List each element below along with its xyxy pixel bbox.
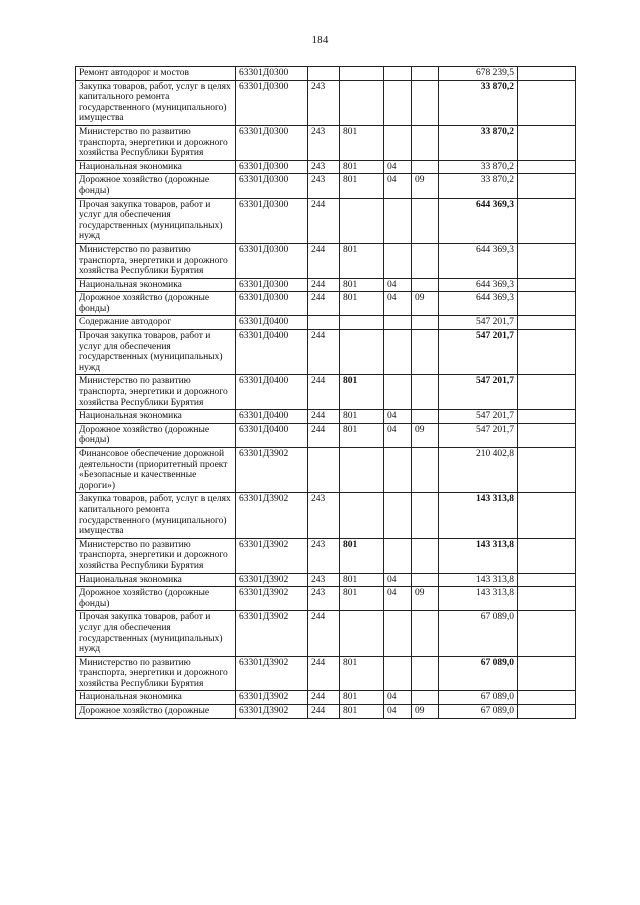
target-code-cell: 63301Д3902 [236, 573, 308, 587]
amount-cell: 547 201,7 [439, 375, 518, 410]
section-code-cell [384, 316, 412, 330]
expense-name-cell: Дорожное хозяйство (дорожные фонды) [76, 587, 236, 611]
ministry-code-cell: 801 [340, 410, 384, 424]
expense-type-cell: 244 [308, 243, 340, 278]
extra-cell [518, 198, 576, 243]
subsection-code-cell [412, 125, 439, 160]
subsection-code-cell: 09 [412, 705, 439, 719]
target-code-cell: 63301Д3902 [236, 705, 308, 719]
extra-cell [518, 375, 576, 410]
table-row [76, 705, 576, 719]
amount-cell: 143 313,8 [439, 587, 518, 611]
subsection-code-cell [412, 611, 439, 656]
extra-cell [518, 330, 576, 375]
budget-table [75, 66, 576, 719]
expense-type-cell: 243 [308, 125, 340, 160]
table-row [76, 198, 576, 243]
section-code-cell: 04 [384, 174, 412, 198]
target-code-cell: 63301Д0400 [236, 375, 308, 410]
subsection-code-cell: 09 [412, 292, 439, 316]
section-code-cell [384, 67, 412, 81]
section-code-cell: 04 [384, 410, 412, 424]
ministry-code-cell: 801 [340, 125, 384, 160]
ministry-code-cell: 801 [340, 538, 384, 573]
expense-type-cell: 244 [308, 611, 340, 656]
table-row [76, 160, 576, 174]
extra-cell [518, 278, 576, 292]
table-row [76, 67, 576, 81]
amount-cell: 644 369,3 [439, 278, 518, 292]
target-code-cell: 63301Д0300 [236, 125, 308, 160]
expense-type-cell [308, 67, 340, 81]
subsection-code-cell [412, 198, 439, 243]
subsection-code-cell [412, 493, 439, 538]
section-code-cell [384, 538, 412, 573]
target-code-cell: 63301Д0400 [236, 423, 308, 447]
target-code-cell: 63301Д3902 [236, 493, 308, 538]
target-code-cell: 63301Д0300 [236, 243, 308, 278]
expense-name-cell: Дорожное хозяйство (дорожные фонды) [76, 174, 236, 198]
amount-cell: 67 089,0 [439, 691, 518, 705]
target-code-cell: 63301Д0300 [236, 198, 308, 243]
amount-cell: 33 870,2 [439, 174, 518, 198]
table-row [76, 587, 576, 611]
extra-cell [518, 316, 576, 330]
ministry-code-cell [340, 611, 384, 656]
ministry-code-cell: 801 [340, 278, 384, 292]
ministry-code-cell: 801 [340, 691, 384, 705]
target-code-cell: 63301Д3902 [236, 611, 308, 656]
expense-name-cell: Дорожное хозяйство (дорожные фонды) [76, 423, 236, 447]
table-row [76, 375, 576, 410]
extra-cell [518, 67, 576, 81]
amount-cell: 143 313,8 [439, 493, 518, 538]
ministry-code-cell [340, 67, 384, 81]
expense-name-cell: Закупка товаров, работ, услуг в целях капитального ремонта государственного (муниципального) имущества [76, 493, 236, 538]
ministry-code-cell: 801 [340, 656, 384, 691]
expense-name-cell: Министерство по развитию транспорта, энергетики и дорожного хозяйства Республики Бурятия [76, 375, 236, 410]
subsection-code-cell [412, 538, 439, 573]
section-code-cell: 04 [384, 160, 412, 174]
section-code-cell [384, 80, 412, 125]
target-code-cell: 63301Д0400 [236, 316, 308, 330]
ministry-code-cell [340, 80, 384, 125]
table-row [76, 448, 576, 493]
section-code-cell: 04 [384, 423, 412, 447]
ministry-code-cell: 801 [340, 573, 384, 587]
expense-type-cell: 244 [308, 375, 340, 410]
target-code-cell: 63301Д3902 [236, 656, 308, 691]
table-row [76, 611, 576, 656]
target-code-cell: 63301Д0300 [236, 174, 308, 198]
expense-type-cell: 243 [308, 573, 340, 587]
section-code-cell: 04 [384, 705, 412, 719]
subsection-code-cell [412, 375, 439, 410]
expense-type-cell: 244 [308, 691, 340, 705]
expense-name-cell: Национальная экономика [76, 691, 236, 705]
section-code-cell [384, 330, 412, 375]
expense-name-cell: Финансовое обеспечение дорожной деятельности (приоритетный проект «Безопасные и качественные дороги») [76, 448, 236, 493]
section-code-cell: 04 [384, 691, 412, 705]
amount-cell: 644 369,3 [439, 198, 518, 243]
ministry-code-cell [340, 316, 384, 330]
target-code-cell: 63301Д0300 [236, 80, 308, 125]
subsection-code-cell [412, 243, 439, 278]
amount-cell: 644 369,3 [439, 292, 518, 316]
amount-cell: 547 201,7 [439, 330, 518, 375]
section-code-cell: 04 [384, 278, 412, 292]
page-number: 184 [311, 34, 329, 46]
extra-cell [518, 573, 576, 587]
table-row [76, 330, 576, 375]
table-row [76, 80, 576, 125]
expense-name-cell: Содержание автодорог [76, 316, 236, 330]
table-row [76, 174, 576, 198]
ministry-code-cell: 801 [340, 705, 384, 719]
section-code-cell [384, 493, 412, 538]
expense-type-cell: 243 [308, 160, 340, 174]
target-code-cell: 63301Д3902 [236, 691, 308, 705]
expense-type-cell: 243 [308, 174, 340, 198]
budget-table-body [76, 67, 576, 719]
table-row [76, 292, 576, 316]
extra-cell [518, 587, 576, 611]
amount-cell: 33 870,2 [439, 80, 518, 125]
section-code-cell [384, 611, 412, 656]
table-row [76, 538, 576, 573]
expense-type-cell: 244 [308, 423, 340, 447]
extra-cell [518, 538, 576, 573]
table-row [76, 278, 576, 292]
expense-type-cell: 243 [308, 587, 340, 611]
target-code-cell: 63301Д0400 [236, 410, 308, 424]
subsection-code-cell: 09 [412, 587, 439, 611]
expense-name-cell: Ремонт автодорог и мостов [76, 67, 236, 81]
expense-name-cell: Министерство по развитию транспорта, энергетики и дорожного хозяйства Республики Бурятия [76, 538, 236, 573]
subsection-code-cell: 09 [412, 174, 439, 198]
subsection-code-cell [412, 410, 439, 424]
extra-cell [518, 493, 576, 538]
amount-cell: 33 870,2 [439, 160, 518, 174]
extra-cell [518, 705, 576, 719]
section-code-cell [384, 243, 412, 278]
section-code-cell: 04 [384, 292, 412, 316]
amount-cell: 547 201,7 [439, 423, 518, 447]
expense-name-cell: Национальная экономика [76, 278, 236, 292]
ministry-code-cell: 801 [340, 160, 384, 174]
expense-name-cell: Национальная экономика [76, 573, 236, 587]
section-code-cell [384, 375, 412, 410]
subsection-code-cell [412, 316, 439, 330]
expense-name-cell: Министерство по развитию транспорта, энергетики и дорожного хозяйства Республики Бурятия [76, 243, 236, 278]
amount-cell: 547 201,7 [439, 410, 518, 424]
expense-type-cell: 244 [308, 198, 340, 243]
table-row [76, 691, 576, 705]
subsection-code-cell [412, 448, 439, 493]
extra-cell [518, 243, 576, 278]
subsection-code-cell [412, 80, 439, 125]
amount-cell: 644 369,3 [439, 243, 518, 278]
target-code-cell: 63301Д0400 [236, 330, 308, 375]
section-code-cell [384, 448, 412, 493]
expense-type-cell: 243 [308, 538, 340, 573]
table-row [76, 125, 576, 160]
target-code-cell: 63301Д3902 [236, 448, 308, 493]
amount-cell: 67 089,0 [439, 656, 518, 691]
ministry-code-cell [340, 448, 384, 493]
subsection-code-cell [412, 160, 439, 174]
subsection-code-cell: 09 [412, 423, 439, 447]
extra-cell [518, 125, 576, 160]
table-row [76, 410, 576, 424]
ministry-code-cell: 801 [340, 423, 384, 447]
section-code-cell [384, 125, 412, 160]
extra-cell [518, 410, 576, 424]
ministry-code-cell [340, 198, 384, 243]
expense-type-cell [308, 448, 340, 493]
extra-cell [518, 611, 576, 656]
amount-cell: 143 313,8 [439, 573, 518, 587]
expense-type-cell: 243 [308, 493, 340, 538]
table-row [76, 656, 576, 691]
expense-type-cell: 244 [308, 705, 340, 719]
extra-cell [518, 656, 576, 691]
expense-type-cell [308, 316, 340, 330]
subsection-code-cell [412, 67, 439, 81]
amount-cell: 67 089,0 [439, 611, 518, 656]
ministry-code-cell [340, 330, 384, 375]
target-code-cell: 63301Д3902 [236, 587, 308, 611]
expense-name-cell: Дорожное хозяйство (дорожные фонды) [76, 292, 236, 316]
extra-cell [518, 174, 576, 198]
expense-name-cell: Прочая закупка товаров, работ и услуг для обеспечения государственных (муниципальных) нужд [76, 611, 236, 656]
expense-type-cell: 244 [308, 278, 340, 292]
expense-name-cell: Прочая закупка товаров, работ и услуг для обеспечения государственных (муниципальных) нужд [76, 198, 236, 243]
section-code-cell [384, 198, 412, 243]
ministry-code-cell: 801 [340, 375, 384, 410]
expense-name-cell: Министерство по развитию транспорта, энергетики и дорожного хозяйства Республики Бурятия [76, 125, 236, 160]
ministry-code-cell: 801 [340, 174, 384, 198]
subsection-code-cell [412, 330, 439, 375]
amount-cell: 547 201,7 [439, 316, 518, 330]
target-code-cell: 63301Д0300 [236, 292, 308, 316]
ministry-code-cell [340, 493, 384, 538]
target-code-cell: 63301Д0300 [236, 67, 308, 81]
amount-cell: 67 089,0 [439, 705, 518, 719]
ministry-code-cell: 801 [340, 587, 384, 611]
expense-type-cell: 244 [308, 410, 340, 424]
extra-cell [518, 448, 576, 493]
ministry-code-cell: 801 [340, 243, 384, 278]
section-code-cell: 04 [384, 573, 412, 587]
expense-type-cell: 243 [308, 80, 340, 125]
subsection-code-cell [412, 691, 439, 705]
table-row [76, 423, 576, 447]
expense-name-cell: Национальная экономика [76, 160, 236, 174]
extra-cell [518, 160, 576, 174]
expense-type-cell: 244 [308, 330, 340, 375]
table-row [76, 243, 576, 278]
expense-name-cell: Прочая закупка товаров, работ и услуг для обеспечения государственных (муниципальных) нужд [76, 330, 236, 375]
extra-cell [518, 423, 576, 447]
amount-cell: 210 402,8 [439, 448, 518, 493]
expense-name-cell: Национальная экономика [76, 410, 236, 424]
target-code-cell: 63301Д0300 [236, 278, 308, 292]
subsection-code-cell [412, 278, 439, 292]
subsection-code-cell [412, 656, 439, 691]
section-code-cell [384, 656, 412, 691]
subsection-code-cell [412, 573, 439, 587]
amount-cell: 33 870,2 [439, 125, 518, 160]
table-row [76, 573, 576, 587]
extra-cell [518, 691, 576, 705]
expense-name-cell: Министерство по развитию транспорта, энергетики и дорожного хозяйства Республики Бурятия [76, 656, 236, 691]
section-code-cell: 04 [384, 587, 412, 611]
extra-cell [518, 80, 576, 125]
extra-cell [518, 292, 576, 316]
amount-cell: 143 313,8 [439, 538, 518, 573]
amount-cell: 678 239,5 [439, 67, 518, 81]
ministry-code-cell: 801 [340, 292, 384, 316]
expense-type-cell: 244 [308, 656, 340, 691]
expense-type-cell: 244 [308, 292, 340, 316]
expense-name-cell: Дорожное хозяйство (дорожные [76, 705, 236, 719]
target-code-cell: 63301Д0300 [236, 160, 308, 174]
table-row [76, 493, 576, 538]
table-row [76, 316, 576, 330]
expense-name-cell: Закупка товаров, работ, услуг в целях капитального ремонта государственного (муниципального) имущества [76, 80, 236, 125]
target-code-cell: 63301Д3902 [236, 538, 308, 573]
